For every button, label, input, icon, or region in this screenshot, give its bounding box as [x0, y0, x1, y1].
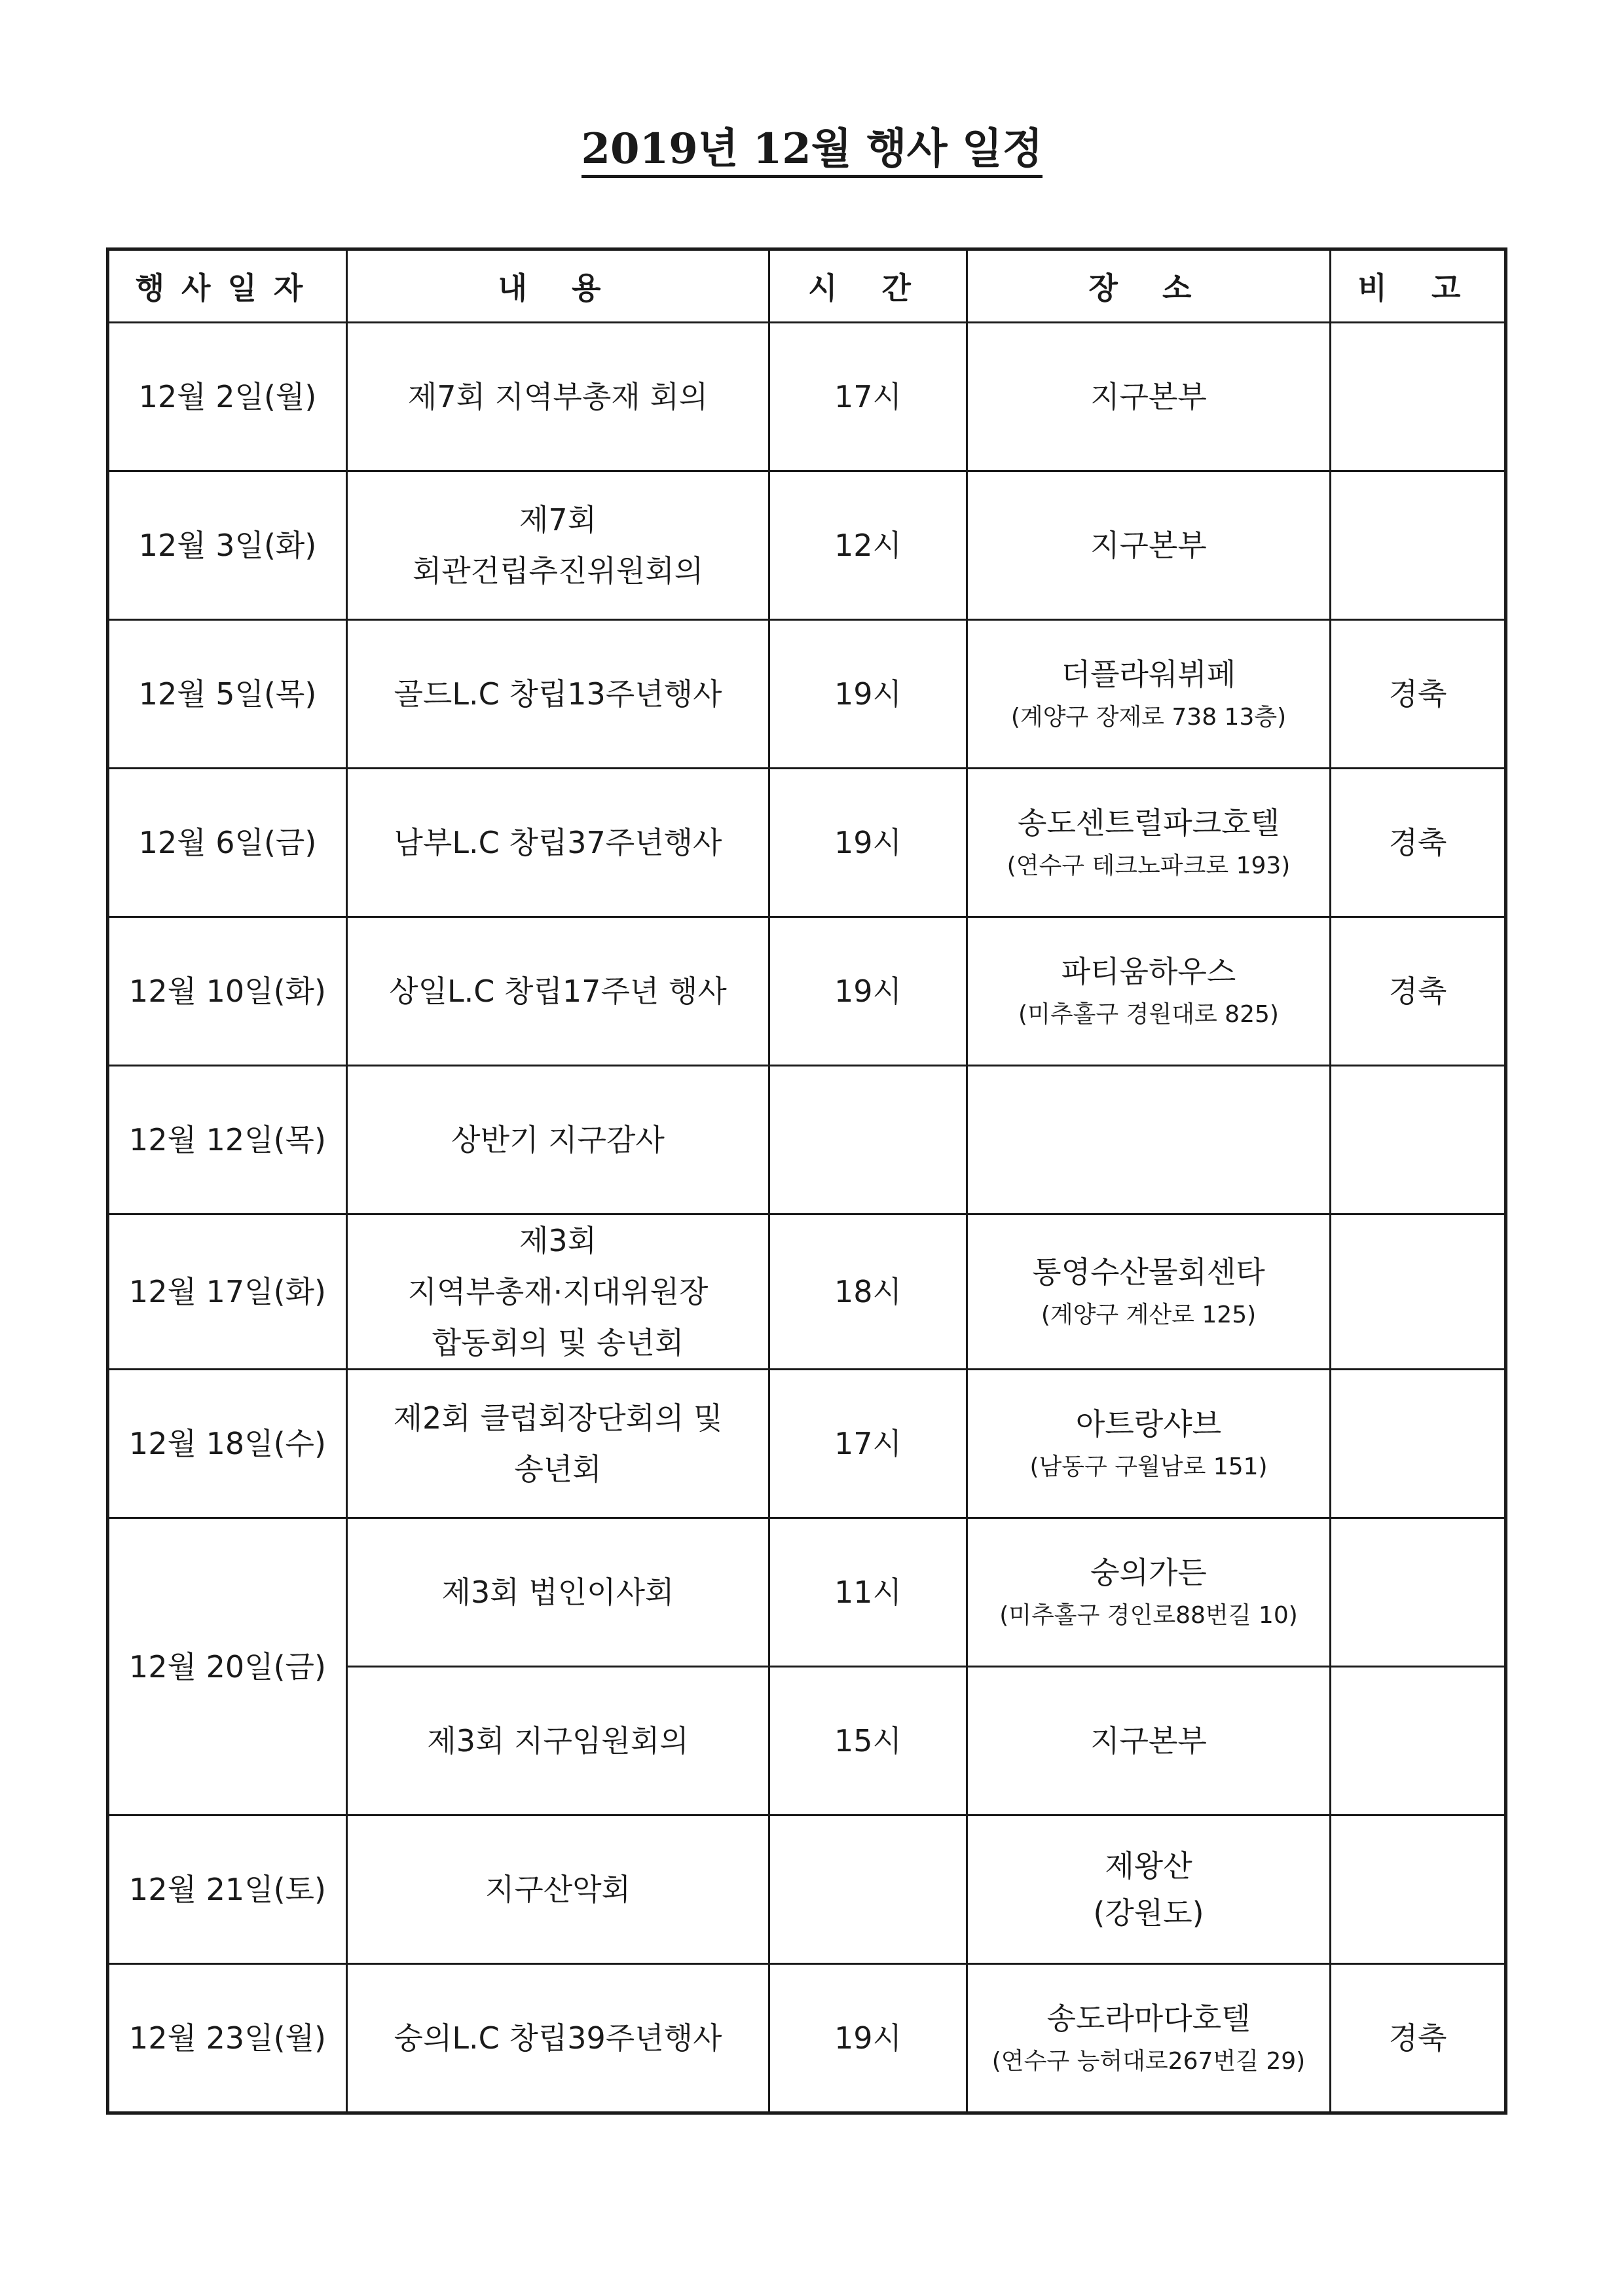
venue-name: 송도센트럴파크호텔 [1018, 805, 1280, 841]
venue-address: (연수구 능허대로267번길 29) [991, 2048, 1306, 2075]
date-cell: 12월 2일(월) [108, 323, 347, 471]
venue-address: (계양구 장제로 738 13층) [1010, 704, 1287, 731]
content-line: 제3회 [519, 1223, 597, 1258]
venue-address: (미추홀구 경원대로 825) [1018, 1001, 1279, 1028]
content-cell [347, 1214, 769, 1370]
venue-name: 파티움하우스 [1061, 954, 1236, 989]
date-cell: 12월 21일(토) [108, 1815, 347, 1964]
venue-address: (계양구 계산로 125) [1041, 1302, 1257, 1328]
date-cell: 12월 20일(금) [108, 1518, 347, 1815]
place-cell [967, 917, 1331, 1066]
note-cell [1331, 1518, 1506, 1667]
date-cell: 12월 5일(목) [108, 620, 347, 769]
content-cell [347, 769, 769, 917]
time-cell: 17시 [769, 1370, 967, 1518]
time-cell: 18시 [769, 1214, 967, 1370]
content-cell [347, 1667, 769, 1815]
note-cell: 경축 [1331, 917, 1506, 1066]
note-cell: 경축 [1331, 769, 1506, 917]
place-cell [967, 769, 1331, 917]
date-cell: 12월 23일(월) [108, 1964, 347, 2113]
date-cell: 12월 12일(목) [108, 1066, 347, 1214]
content-cell [347, 1964, 769, 2113]
note-cell [1331, 1066, 1506, 1214]
place-cell [967, 323, 1331, 471]
content-line: 제3회 지구임원회의 [427, 1723, 689, 1758]
table-row [108, 917, 1506, 1066]
date-cell: 12월 18일(수) [108, 1370, 347, 1518]
table-row [108, 1214, 1506, 1370]
content-line: 제7회 [519, 502, 597, 538]
place-cell [967, 1066, 1331, 1214]
venue-address: (남동구 구월남로 151) [1029, 1453, 1268, 1480]
date-cell: 12월 10일(화) [108, 917, 347, 1066]
table-row [108, 1370, 1506, 1518]
content-cell [347, 620, 769, 769]
venue-name: 송도라마다호텔 [1046, 2001, 1251, 2036]
content-line: 상일L.C 창립17주년 행사 [389, 974, 727, 1009]
time-cell: 17시 [769, 323, 967, 471]
content-line: 회관건립추진위원회의 [412, 553, 704, 589]
date-cell: 12월 3일(화) [108, 471, 347, 620]
content-line: 제2회 클럽회장단회의 및 [393, 1400, 723, 1436]
venue-name: 숭의가든 [1090, 1555, 1207, 1590]
header-note: 비 고 [1331, 249, 1506, 323]
table-row [108, 471, 1506, 620]
date-cell: 12월 6일(금) [108, 769, 347, 917]
venue-name: 지구본부 [1090, 379, 1207, 414]
venue-name: 지구본부 [1090, 528, 1207, 563]
content-line: 송년회 [514, 1451, 602, 1487]
page-title [0, 123, 1624, 175]
content-cell [347, 1518, 769, 1667]
time-cell: 19시 [769, 769, 967, 917]
place-cell [967, 1815, 1331, 1964]
content-line: 지구산악회 [485, 1872, 631, 1907]
note-cell [1331, 1815, 1506, 1964]
table-row [108, 769, 1506, 917]
venue-name: 통영수산물회센타 [1032, 1254, 1265, 1290]
header-row [108, 249, 1506, 323]
note-cell [1331, 323, 1506, 471]
venue-name: 아트랑샤브 [1075, 1406, 1222, 1442]
place-cell [967, 620, 1331, 769]
venue-region: (강원도) [1093, 1895, 1204, 1931]
venue-name: 더플라워뷔페 [1061, 657, 1236, 692]
time-cell: 19시 [769, 620, 967, 769]
content-line: 남부L.C 창립37주년행사 [394, 825, 722, 860]
content-line: 상반기 지구감사 [451, 1122, 665, 1157]
content-cell [347, 471, 769, 620]
content-cell [347, 1370, 769, 1518]
table-row [108, 1066, 1506, 1214]
content-cell [347, 917, 769, 1066]
place-cell [967, 1214, 1331, 1370]
table-row [108, 1518, 1506, 1667]
content-line: 숭의L.C 창립39주년행사 [394, 2020, 722, 2056]
place-cell [967, 1518, 1331, 1667]
date-cell: 12월 17일(화) [108, 1214, 347, 1370]
time-cell: 19시 [769, 1964, 967, 2113]
venue-name: 지구본부 [1090, 1723, 1207, 1758]
content-cell [347, 1066, 769, 1214]
venue-address: (미추홀구 경인로88번길 10) [999, 1602, 1298, 1629]
content-cell [347, 1815, 769, 1964]
header-time: 시 간 [769, 249, 967, 323]
table-row [108, 620, 1506, 769]
place-cell [967, 1667, 1331, 1815]
table-row [108, 323, 1506, 471]
note-cell [1331, 1667, 1506, 1815]
title-text: 2019년 12월 행사 일정 [581, 124, 1043, 178]
header-place: 장 소 [967, 249, 1331, 323]
time-cell: 12시 [769, 471, 967, 620]
place-cell [967, 1370, 1331, 1518]
time-cell: 15시 [769, 1667, 967, 1815]
note-cell: 경축 [1331, 1964, 1506, 2113]
time-cell [769, 1066, 967, 1214]
venue-name: 제왕산 [1105, 1848, 1192, 1884]
schedule-table [106, 247, 1507, 2115]
content-line: 합동회의 및 송년회 [432, 1325, 684, 1360]
content-cell [347, 323, 769, 471]
note-cell [1331, 1214, 1506, 1370]
place-cell [967, 471, 1331, 620]
time-cell: 11시 [769, 1518, 967, 1667]
content-line: 지역부총재·지대위원장 [407, 1274, 709, 1309]
note-cell [1331, 1370, 1506, 1518]
time-cell [769, 1815, 967, 1964]
note-cell [1331, 471, 1506, 620]
table-row [108, 1815, 1506, 1964]
table-row [108, 1964, 1506, 2113]
content-line: 제7회 지역부총재 회의 [407, 379, 709, 414]
note-cell: 경축 [1331, 620, 1506, 769]
time-cell: 19시 [769, 917, 967, 1066]
content-line: 골드L.C 창립13주년행사 [394, 676, 722, 712]
content-line: 제3회 법인이사회 [441, 1575, 674, 1610]
header-date: 행사일자 [108, 249, 347, 323]
place-cell [967, 1964, 1331, 2113]
venue-address: (연수구 테크노파크로 193) [1006, 852, 1291, 879]
header-content: 내 용 [347, 249, 769, 323]
